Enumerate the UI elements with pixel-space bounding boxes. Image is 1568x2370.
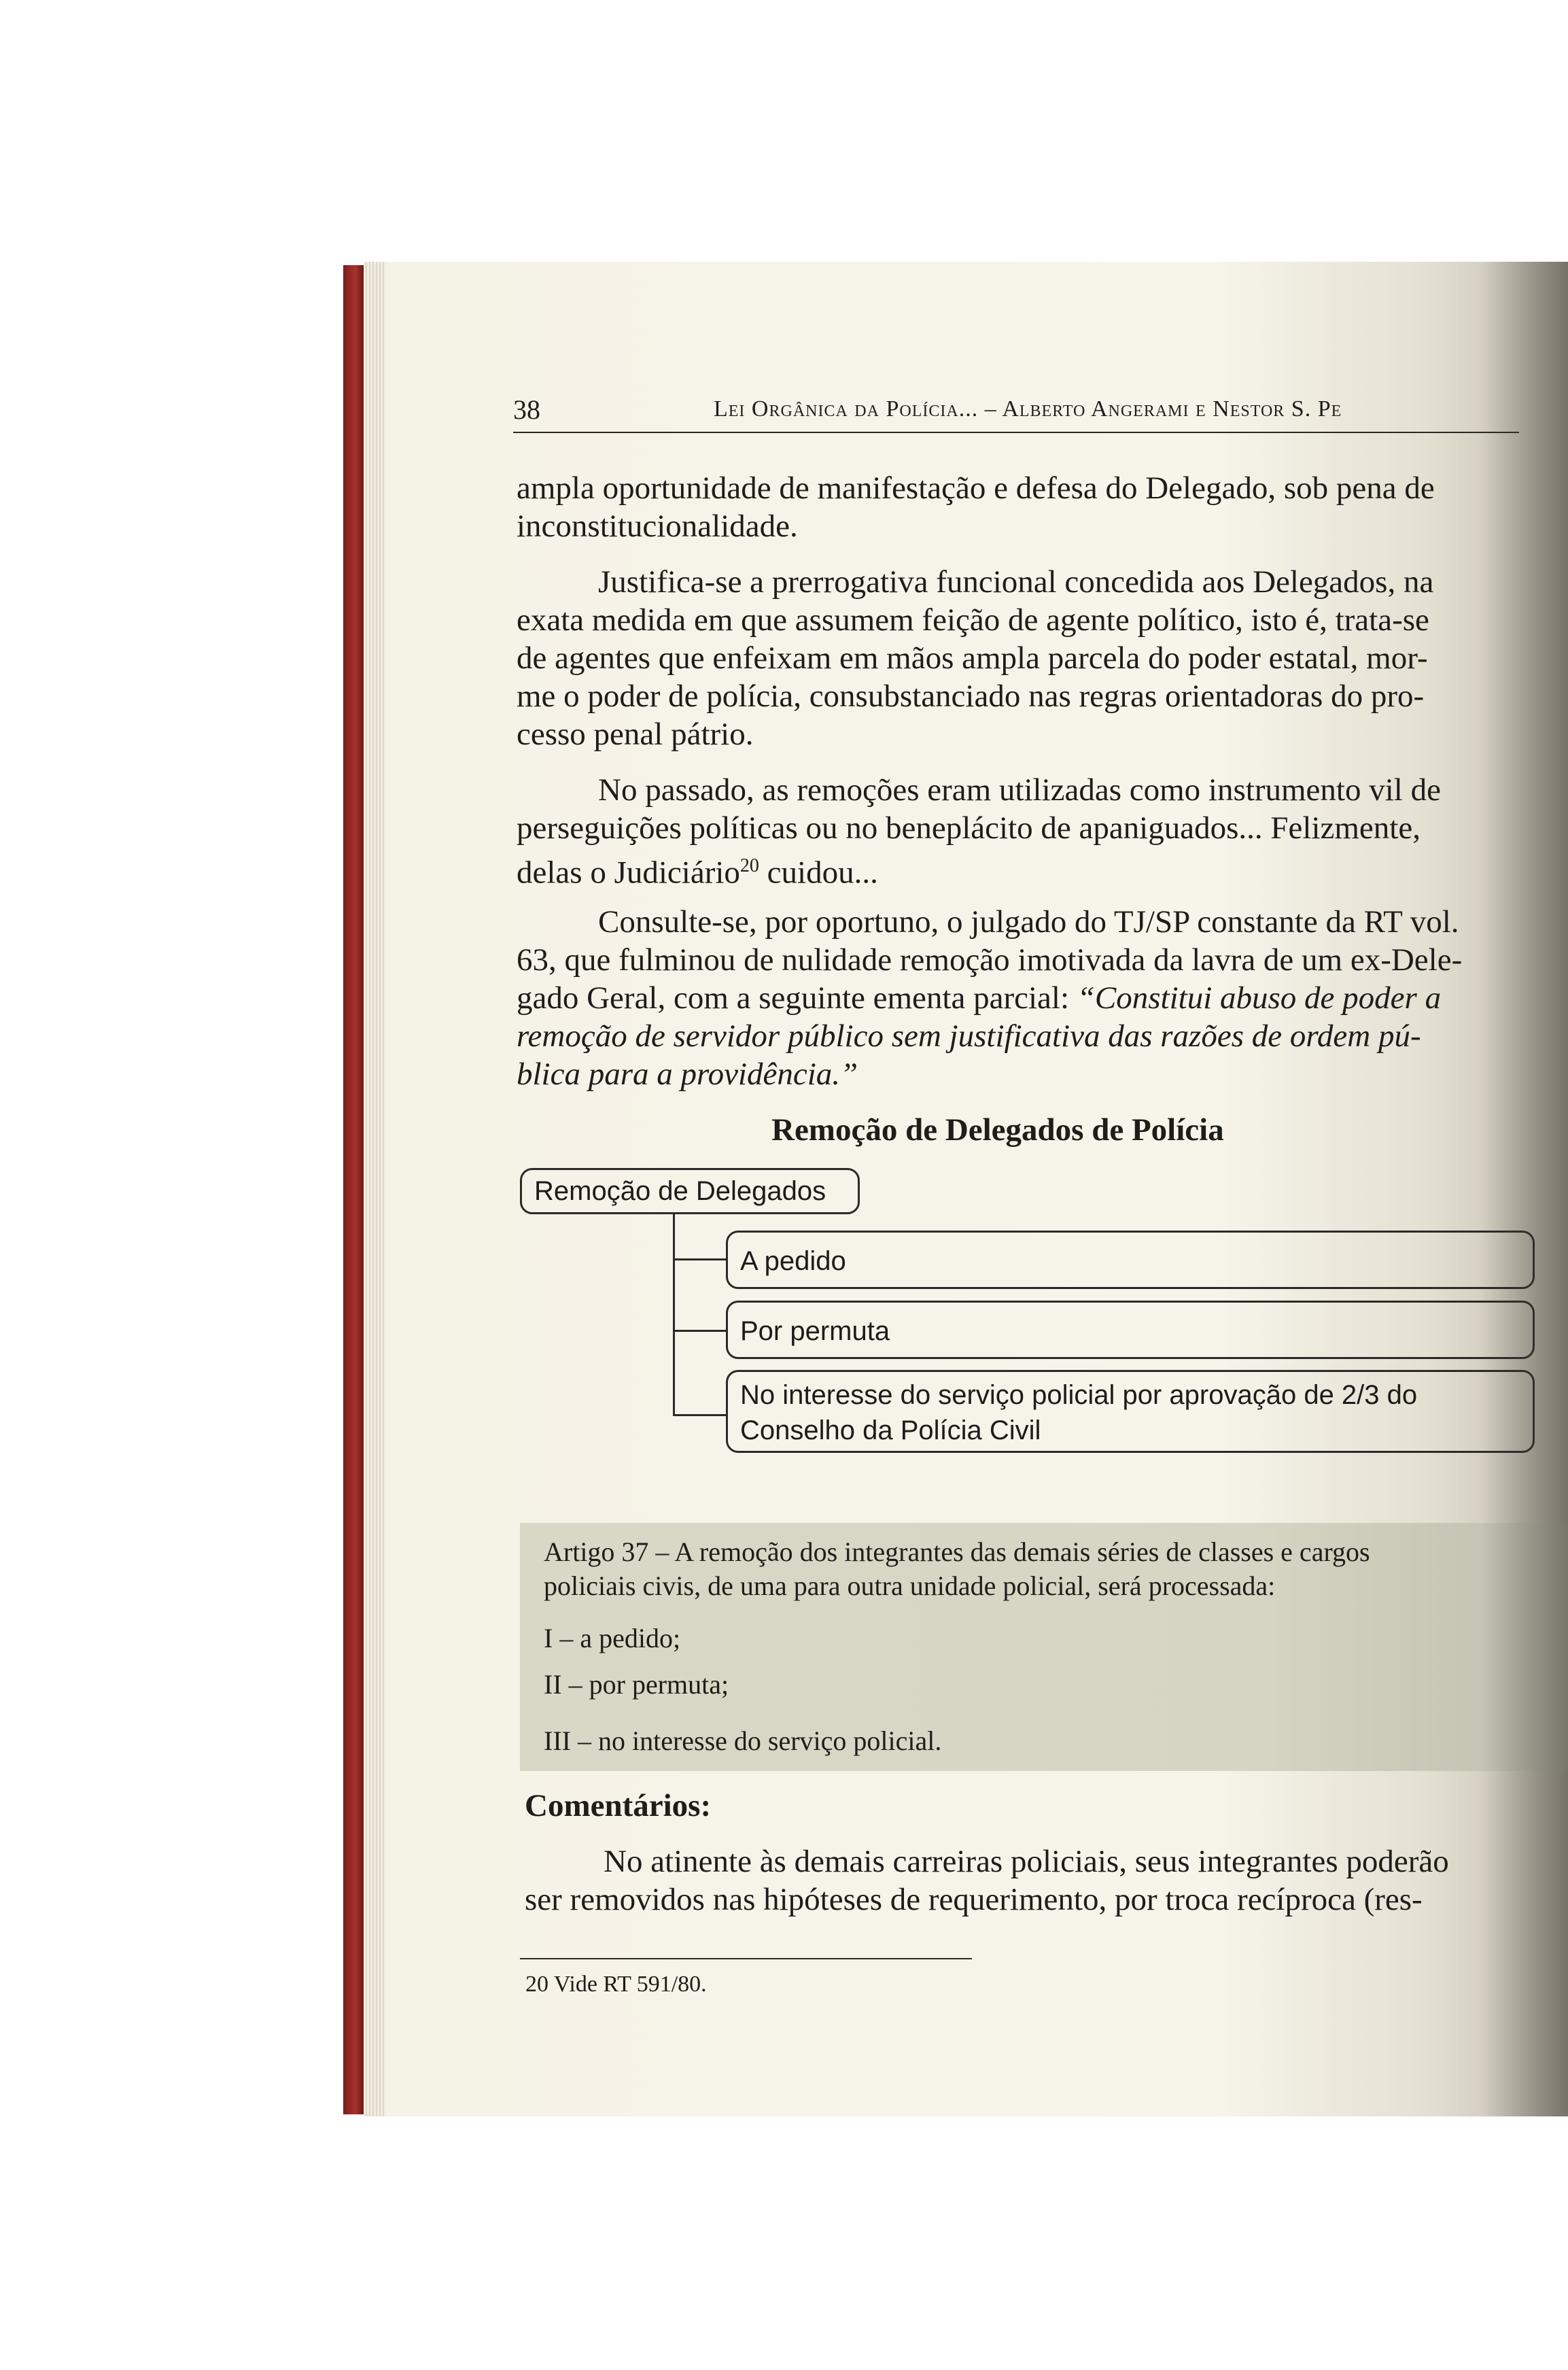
article-item-3: III – no interesse do serviço policial. — [544, 1725, 942, 1756]
diagram-root-box — [520, 1168, 860, 1214]
branch-label-por-permuta: Por permuta — [740, 1316, 890, 1346]
comments-line-2: ser removidos nas hipóteses de requerimento, por troca recíproca (res- — [525, 1882, 1423, 1917]
branch-label-interesse-1: No interesse do serviço policial por aprovação de 2/3 do — [740, 1380, 1418, 1410]
p4-line-4: remoção de servidor público sem justificativa das razões de ordem pú- — [517, 1018, 1421, 1054]
gutter-shadow — [1482, 262, 1568, 2116]
diagram-branch-por-permuta — [726, 1301, 1535, 1359]
comments-line-1: No atinente às demais carreiras policiais, seus integrantes poderão — [604, 1844, 1449, 1879]
diagram-connector-3 — [673, 1414, 727, 1416]
article-line-2: policiais civis, de uma para outra unidade policial, será processada: — [544, 1570, 1276, 1601]
running-head: Lei Orgânica da Polícia... – Alberto Angerami e Nestor S. Pe — [714, 396, 1342, 422]
diagram-branch-a-pedido — [726, 1231, 1535, 1289]
p3-line-1: No passado, as remoções eram utilizadas como instrumento vil de — [598, 772, 1441, 808]
diagram-title: Remoção de Delegados de Polícia — [771, 1112, 1224, 1148]
p4-line-5: blica para a providência.” — [517, 1057, 858, 1092]
footnote-ref: 20 — [739, 855, 759, 876]
p4-line-2: 63, que fulminou de nulidade remoção imotivada da lavra de um ex-Dele- — [517, 942, 1463, 978]
p4-line-1: Consulte-se, por oportuno, o julgado do TJ/SP constante da RT vol. — [598, 904, 1459, 940]
p2-line-3: de agentes que enfeixam em mãos ampla parcela do poder estatal, mor- — [517, 640, 1428, 676]
comments-heading: Comentários: — [525, 1788, 712, 1823]
diagram-root-label: Remoção de Delegados — [534, 1176, 826, 1206]
diagram-trunk-line — [673, 1214, 675, 1416]
p3-text: delas o Judiciário — [517, 855, 740, 891]
footnote: 20 Vide RT 591/80. — [525, 1972, 707, 1997]
branch-label-interesse-2: Conselho da Polícia Civil — [740, 1415, 1041, 1445]
p2-line-5: cesso penal pátrio. — [517, 717, 754, 752]
ementa-start: “Constitui abuso de poder a — [1077, 980, 1442, 1016]
p1-line-1: ampla oportunidade de manifestação e defesa do Delegado, sob pena de — [517, 470, 1435, 506]
p4-text: gado Geral, com a seguinte ementa parcial: — [517, 980, 1077, 1016]
article-line-1: Artigo 37 – A remoção dos integrantes das demais séries de classes e cargos — [544, 1536, 1370, 1567]
article-item-2: II – por permuta; — [544, 1669, 729, 1700]
branch-label-a-pedido: A pedido — [740, 1246, 846, 1276]
page-header — [513, 391, 1519, 433]
book-spine — [343, 265, 364, 2114]
diagram-connector-1 — [673, 1258, 727, 1260]
page-number: 38 — [513, 394, 540, 425]
p4-line-3 — [517, 979, 1441, 1017]
p3-tail: cuidou... — [759, 855, 878, 891]
diagram-connector-2 — [673, 1330, 727, 1332]
p2-line-2: exata medida em que assumem feição de agente político, isto é, trata-se — [517, 602, 1429, 638]
footnote-rule — [520, 1958, 972, 1959]
article-item-1: I – a pedido; — [544, 1623, 681, 1653]
p2-line-1: Justifica-se a prerrogativa funcional concedida aos Delegados, na — [598, 564, 1434, 600]
p3-line-2: perseguições políticas ou no beneplácito de apaniguados... Felizmente, — [517, 810, 1421, 846]
p1-line-2: inconstitucionalidade. — [517, 509, 798, 544]
p2-line-4: me o poder de polícia, consubstanciado nas regras orientadoras do pro- — [517, 679, 1425, 714]
p3-line-3 — [517, 847, 878, 892]
page-edges — [364, 262, 385, 2116]
diagram-branch-interesse — [726, 1370, 1535, 1453]
